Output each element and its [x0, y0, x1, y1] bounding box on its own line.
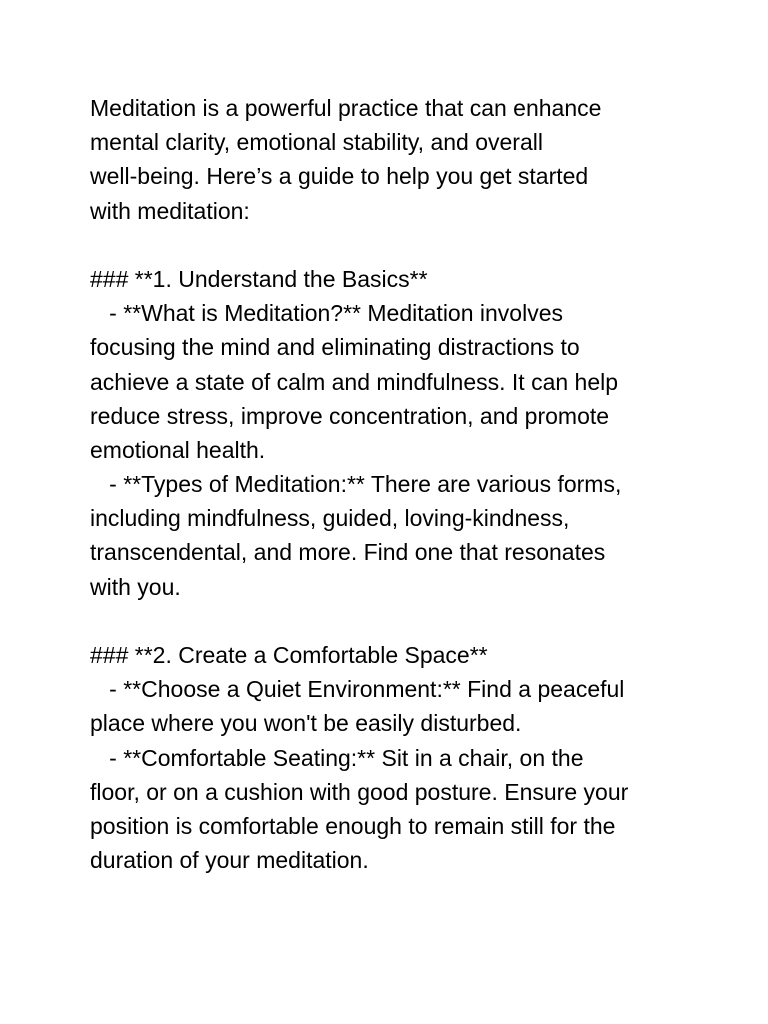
intro-paragraph [90, 91, 690, 228]
section-2-line: - **Choose a Quiet Environment:** Find a peaceful [90, 676, 625, 703]
section-2-line: floor, or on a cushion with good posture. Ensure your [90, 778, 629, 805]
intro-line: well-being. Here’s a guide to help you get started [90, 163, 589, 190]
intro-line: mental clarity, emotional stability, and overall [90, 129, 543, 156]
section-1-heading: ### **1. Understand the Basics** [90, 265, 428, 292]
section-1-line: - **What is Meditation?** Meditation involves [90, 300, 563, 327]
section-1-line: focusing the mind and eliminating distractions to [90, 334, 580, 361]
section-1-line: - **Types of Meditation:** There are various forms, [90, 471, 622, 498]
section-1-line: reduce stress, improve concentration, and promote [90, 402, 610, 429]
section-2 [90, 638, 690, 877]
section-2-line: position is comfortable enough to remain still for the [90, 812, 616, 839]
intro-line: with meditation: [90, 197, 250, 224]
section-2-line: place where you won't be easily disturbed. [90, 710, 522, 737]
document-body [90, 91, 690, 877]
section-1-line: achieve a state of calm and mindfulness. It can help [90, 368, 619, 395]
section-2-line: duration of your meditation. [90, 847, 369, 874]
section-2-heading: ### **2. Create a Comfortable Space** [90, 642, 488, 668]
section-1 [90, 262, 690, 604]
paragraph-spacer [90, 228, 690, 262]
section-1-line: with you. [90, 573, 181, 600]
section-1-line: transcendental, and more. Find one that resonates [90, 539, 606, 566]
section-1-line: emotional health. [90, 436, 266, 463]
paragraph-spacer [90, 604, 690, 638]
section-2-line: - **Comfortable Seating:** Sit in a chair, on the [90, 744, 584, 771]
intro-line: Meditation is a powerful practice that can enhance [90, 95, 602, 121]
section-1-line: including mindfulness, guided, loving-kindness, [90, 505, 570, 532]
